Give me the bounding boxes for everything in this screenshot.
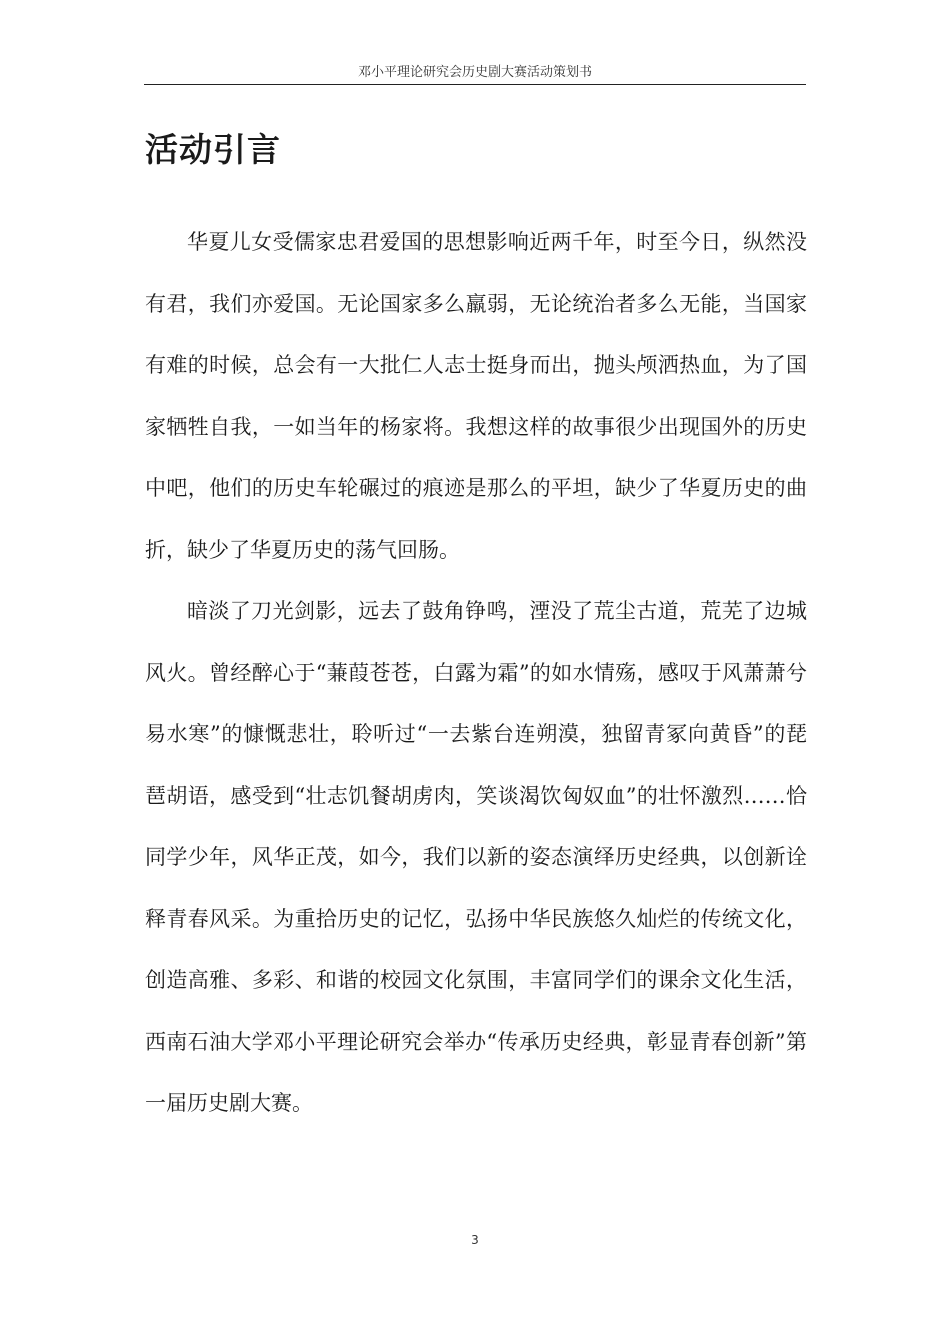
section-title: 活动引言 bbox=[145, 130, 281, 169]
paragraph-2: 暗淡了刀光剑影，远去了鼓角铮鸣，湮没了荒尘古道，荒芜了边城风火。曾经醉心于“蒹葭苍苍，白露为霜”的如水情殇，感叹于风萧萧兮易水寒”的慷慨悲壮，聆听过“一去紫台连朔漠，独留青冢向黄昏”的琵琶胡语，感受到“壮志饥餐胡虏肉，笑谈渴饮匈奴血”的壮怀激烈……恰同学少年，风华正茂，如今，我们以新的姿态演绎历史经典，以创新诠释青春风采。为重拾历史的记忆，弘扬中华民族悠久灿烂的传统文化，创造高雅、多彩、和谐的校园文化氛围，丰富同学们的课余文化生活，西南石油大学邓小平理论研究会举办“传承历史经典，彰显青春创新”第一届历史剧大赛。 bbox=[145, 599, 807, 1115]
page-number: 3 bbox=[471, 1233, 479, 1247]
body-text bbox=[145, 212, 807, 1135]
paragraph-1: 华夏儿女受儒家忠君爱国的思想影响近两千年，时至今日，纵然没有君，我们亦爱国。无论国家多么羸弱，无论统治者多么无能，当国家有难的时候，总会有一大批仁人志士挺身而出，抛头颅洒热血，为了国家牺牲自我，一如当年的杨家将。我想这样的故事很少出现国外的历史中吧，他们的历史车轮碾过的痕迹是那么的平坦，缺少了华夏历史的曲折，缺少了华夏历史的荡气回肠。 bbox=[145, 230, 807, 562]
running-header: 邓小平理论研究会历史剧大赛活动策划书 bbox=[144, 64, 806, 85]
